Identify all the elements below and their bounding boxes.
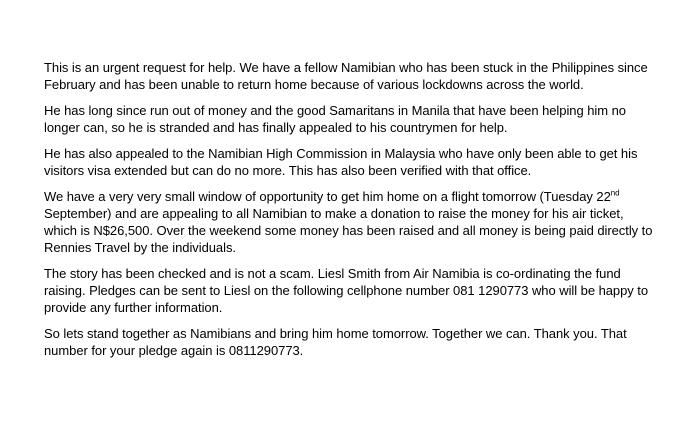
flight-text-after-date-suffix: September) and are appealing to all Namibian to make a donation to raise the money for his air ticket, which is N$26,500. Over the weekend some money has been raised and all money is being paid directly to Rennies Travel by the individuals. bbox=[44, 206, 653, 255]
paragraph-urgent-request: This is an urgent request for help. We have a fellow Namibian who has been stuck in the Philippines since February and has been unable to return home because of various lockdowns across the world. bbox=[44, 60, 648, 92]
paragraph-out-of-money: He has long since run out of money and the good Samaritans in Manila that have been helping him no longer can, so he is stranded and has finally appealed to his countrymen for help. bbox=[44, 103, 626, 135]
paragraph-closing: So lets stand together as Namibians and bring him home tomorrow. Together we can. Thank you. That number for your pledge again is 0811290773. bbox=[44, 326, 627, 358]
paragraph-high-commission: He has also appealed to the Namibian High Commission in Malaysia who have only been able to get his visitors visa extended but can do no more. This has also been verified with that office. bbox=[44, 146, 638, 178]
flight-text-before-date-suffix: We have a very very small window of opportunity to get him home on a flight tomorrow (Tuesday 22 bbox=[44, 189, 611, 204]
paragraph-not-a-scam: The story has been checked and is not a scam. Liesl Smith from Air Namibia is co-ordinating the fund raising. Pledges can be sent to Liesl on the following cellphone number 081 1290773 who will be happy to provide any further information. bbox=[44, 266, 649, 315]
document-body bbox=[44, 59, 654, 368]
paragraph-flight-window bbox=[44, 188, 654, 256]
date-ordinal-suffix: nd bbox=[610, 188, 620, 198]
